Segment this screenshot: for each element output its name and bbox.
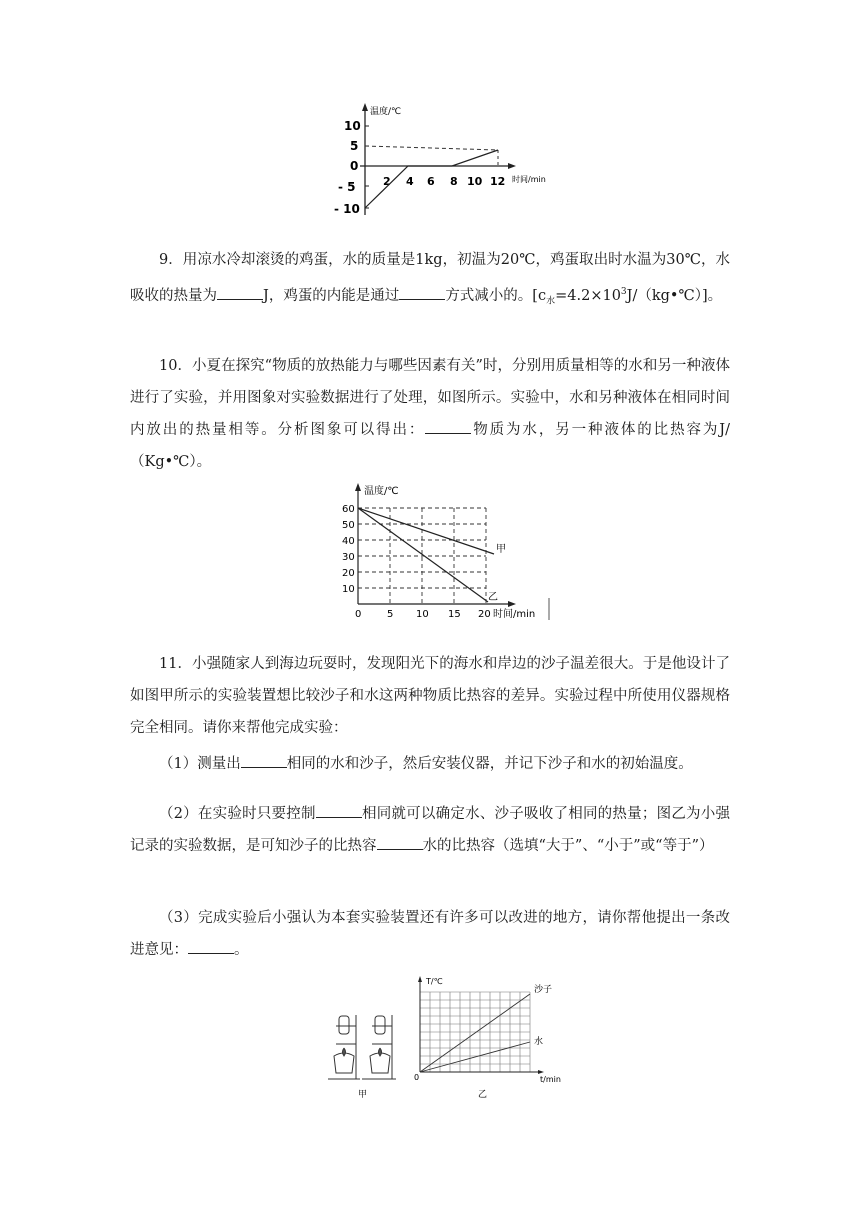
- figure-1-xtick: 6: [427, 175, 435, 188]
- figure-2-xtick: 5: [387, 609, 394, 620]
- figure-3-ylabel: T/℃: [426, 977, 443, 986]
- figure-1-ytick: - 5: [338, 180, 356, 194]
- answer-blank[interactable]: [377, 835, 423, 851]
- figure-1-graph: [330, 100, 600, 220]
- figure-3-label-water: 水: [534, 1037, 544, 1047]
- figure-3-origin: 0: [414, 1073, 420, 1082]
- figure-1-xtick: 12: [490, 175, 506, 188]
- figure-2-ytick: 10: [342, 584, 355, 595]
- figure-3-xlabel: t/min: [540, 1075, 561, 1084]
- figure-2-ytick: 50: [342, 520, 355, 531]
- figure-1-ytick: 5: [350, 139, 359, 153]
- figure-1-ytick: 10: [344, 119, 361, 133]
- question-11-part-1: （1）测量出 相同的水和沙子，然后安装仪器，并记下沙子和水的初始温度。: [130, 748, 730, 780]
- figure-1-xtick: 8: [450, 175, 458, 188]
- question-10: 10．小夏在探究“物质的放热能力与哪些因素有关”时，分别用质量相等的水和另一种液体进行了实验，并用图象对实验数据进行了处理，如图所示。实验中，水和另种液体在相同时间内放出的热量相等。分析图象可以得出： 物质为水，另一种液体的比热容为J/（Kg•℃）。: [130, 358, 731, 470]
- figure-2-xtick: 10: [416, 609, 429, 620]
- figure-3-label-yi: 乙: [478, 1090, 488, 1100]
- answer-blank[interactable]: [425, 419, 471, 435]
- figure-2-series-label: 甲: [496, 544, 506, 555]
- answer-blank[interactable]: [399, 284, 445, 300]
- apparatus-jia: [328, 1015, 396, 1079]
- figure-2-xlabel: 时间/min: [493, 609, 536, 620]
- question-11-part-3: （3）完成实验后小强认为本套实验装置还有许多可以改进的地方，请你帮他提出一条改进意见： 。: [130, 910, 730, 958]
- figure-2-line-jia: [358, 508, 494, 554]
- figure-2-ylabel: 温度/℃: [364, 486, 399, 497]
- figure-2-graph: [330, 480, 560, 625]
- figure-1-xtick: 4: [406, 175, 414, 188]
- answer-blank[interactable]: [188, 939, 234, 955]
- figure-2-xtick: 20: [478, 609, 491, 620]
- figure-3-line-water: [420, 1042, 530, 1072]
- question-11-intro: 11．小强随家人到海边玩耍时，发现阳光下的海水和岸边的沙子温差很大。于是他设计了如图甲所示的实验装置想比较沙子和水这两种物质比热容的差异。实验过程中所使用仪器规格完全相同。请你来帮他完成实验：: [130, 656, 730, 736]
- figure-1-ytick: 0: [350, 159, 359, 173]
- figure-2-ytick: 40: [342, 536, 355, 547]
- figure-1-ylabel: 温度/℃: [370, 107, 402, 117]
- question-9: 9．用凉水冷却滚烫的鸡蛋，水的质量是1kg，初温为20℃，鸡蛋取出时水温为30℃，水吸收的热量为 J，鸡蛋的内能是通过 方式减小的。$[c_水=4.2\times 10^3J/(kg•℃)]$。: [130, 252, 730, 307]
- figure-2-ytick: 20: [342, 568, 355, 579]
- answer-blank[interactable]: [217, 284, 263, 300]
- figure-2-xtick: 0: [355, 609, 362, 620]
- figure-2-series-label: 乙: [488, 592, 498, 603]
- figure-1-xlabel: 时间/min: [512, 175, 546, 184]
- figure-1-xtick: 2: [383, 175, 391, 188]
- figure-3-label-sand: 沙子: [534, 985, 553, 995]
- figure-1-ytick: - 10: [334, 202, 360, 216]
- figure-2-xtick: 15: [448, 609, 461, 620]
- figure-2-ytick: 60: [342, 504, 355, 515]
- figure-1-xtick: 10: [467, 175, 483, 188]
- figure-3: [320, 970, 580, 1105]
- figure-3-label-jia: 甲: [358, 1090, 368, 1100]
- answer-blank[interactable]: [241, 753, 287, 769]
- question-11-part-2: （2）在实验时只要控制 相同就可以确定水、沙子吸收了相同的热量；图乙为小强记录的实验数据，是可知沙子的比热容 水的比热容（选填“大于”、“小于”或“等于”）: [130, 798, 730, 862]
- figure-3-line-sand: [420, 994, 530, 1072]
- answer-blank[interactable]: [316, 803, 362, 819]
- figure-2-ytick: 30: [342, 552, 355, 563]
